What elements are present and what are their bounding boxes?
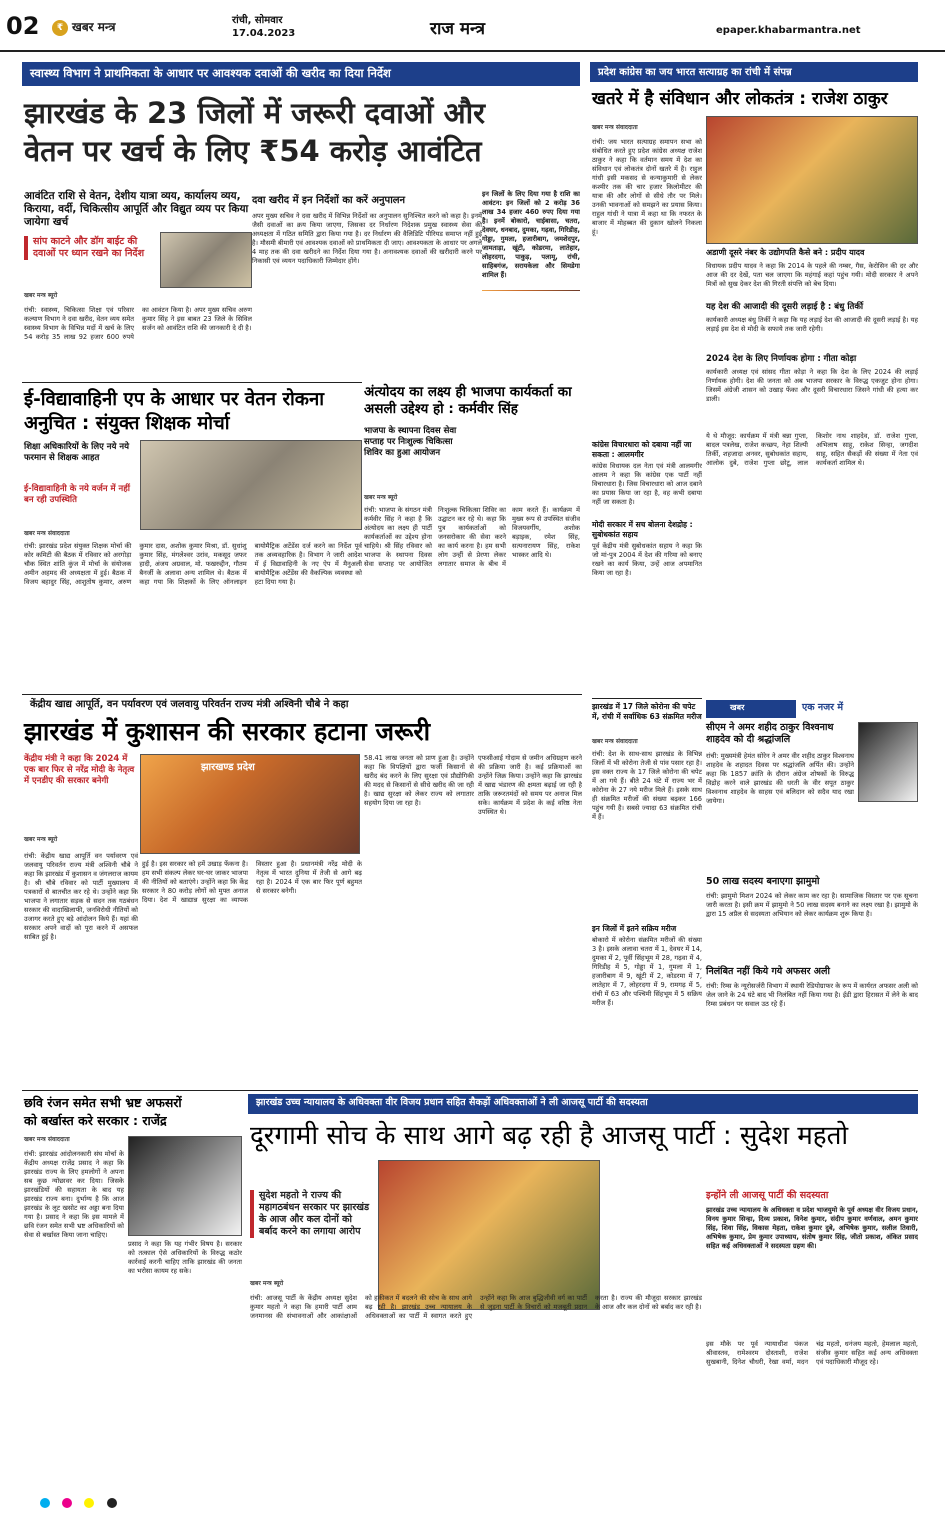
medicine-photo: [160, 232, 252, 288]
story4-col4: एफसीआई गोदाम से जमीन अधिग्रहण करने की प्रक्रिया जारी है। कई प्रक्रियाओं का उन्होंने जिक्र किया। उन्होंने कहा कि झारखंड में खाद्य भंडारण की क्षमता बढ़ाई जा रही है ताकि जरूरतमंदों को समय पर अनाज मिल सके। कार्यक्रम में प्रदेश के कई वरिष्ठ नेता उपस्थित थे।: [478, 754, 582, 816]
nazar-item1-body: रांची: मुख्यमंत्री हेमंत सोरेन ने अमर वीर शहीद ठाकुर विश्वनाथ शाहदेव के शहादत दिवस पर श्रद्धांजलि अर्पित की। उन्होंने कहा कि 1857 क्रांति के दौरान अंग्रेज शोषकों के विरुद्ध विद्रोह करने वाले झारखंड की धरती के वीर सपूत ठाकुर विश्वनाथ शाहदेव के साहस एवं बलिदान को सदैव याद रखा जायेगा।: [706, 752, 854, 805]
story3-deck: भाजपा के स्थापना दिवस सेवा सप्ताह पर निःशुल्क चिकित्सा शिविर का हुआ आयोजन: [364, 426, 457, 458]
story1-headline: [24, 94, 584, 170]
rajendra-portrait: [128, 1136, 242, 1236]
divider: [22, 694, 582, 695]
story3-body: रांची: भाजपा के संगठन मंत्री कर्मवीर सिंह ने कहा है कि अंत्योदय का लक्ष्य ही पार्टी कार्यकर्ताओं का उद्देश्य होना चाहिये। श्री सिंह रविवार को भाजपा के स्थापना दिवस सेवा सप्ताह पर आयोजित निःशुल्क चिकित्सा शिविर का उद्घाटन कर रहे थे। कहा कि पुत्र कार्यकर्ताओं को जनसरोकार की सेवा करने का कार्य करना है। हम सभी लोग उन्हीं से प्रेरणा लेकर लगातार समाज के बीच में काम करते हैं। कार्यक्रम में मुख्य रूप से उपस्थित संजीव विजयवर्गीय, अशोक बड़ाइक, रमेश सिंह, सत्यनारायण सिंह, राकेश भास्कर आदि थे।: [364, 506, 580, 568]
story5-quote1-body: कार्यकारी अध्यक्ष बंधु तिर्की ने कहा कि यह लड़ाई देश की आजादी की दूसरी लड़ाई है। यह लड़ाई इस देश से मोदी के सफाये तक जारी रहेगी।: [706, 316, 918, 333]
brand-icon: ₹: [52, 20, 68, 36]
story1-col1: रांची: स्वास्थ्य, चिकित्सा शिक्षा एवं परिवार कल्याण विभाग ने दवा खरीद, वेतन व्यय समेत स्वास्थ्य विभाग के विभिन्न मदों में खर्च के लिए 54 करोड़ 35 लाख 92 हजार 600 रुपये का आवंटन किया है। अपर मुख्य सचिव अरुण कुमार सिंह ने इस बाबत 23 जिले के सिविल सर्जन को आवंटित राशि की जानकारी दे दी है।: [24, 306, 252, 341]
story8-deck: सुदेश महतो ने राज्य की महागठबंधन सरकार पर झारखंड के आज और कल दोनों को बर्बाद करने का लगाया आरोप: [250, 1190, 372, 1238]
story2-body: रांची: झारखंड प्रदेश संयुक्त शिक्षक मोर्चा की कोर कमिटी की बैठक में रविवार को अरगोड़ा चौक स्थित शांति कुंज में मोर्चा के संयोजक अमीन अहमद की अध्यक्षता में हुई। बैठक में विजय बहादुर सिंह, आशुतोष कुमार, अरुण कुमार दास, अशोक कुमार मिश्रा, डॉ. सुधांशु कुमार सिंह, मंगलेश्वर उरांव, मकसूद जफर हादी, अंजय अग्रवाल, मो. फखरुद्दीन, गौतम बैनर्जी के अलावा अन्य शामिल थे। बैठक में कहा गया कि शिक्षकों के लिए ऑनलाइन बायोमैट्रिक अटेंडेंस दर्ज करने का निर्देश पूर्व तक अव्यवहारिक है। विभाग ने जारी आदेश में ई विद्यावाहिनी के नए ऐप में मैनुअली बायोमैट्रिक अटेंडेंस की वैकल्पिक व्यवस्था को हटा दिया गया है।: [24, 542, 362, 586]
story3-headline: अंत्योदय का लक्ष्य ही भाजपा कार्यकर्ता का असली उद्देश्य हो : कर्मवीर सिंह: [364, 384, 572, 417]
story1-subhead: दवा खरीद में इन निर्देशों का करें अनुपालन: [252, 195, 406, 206]
story6-sub-body: बोकारो में कोरोना संक्रमित मरीजों की संख्या 3 है। इसके अलावा चतरा में 1, देवघर में 14, दुमका में 2, पूर्वी सिंहभूम में 28, गढ़वा में 4, गिरिडीह में 5, गोड्डा में 1, गुमला में 1, हजारीबाग में 9, खूंटी में 2, कोडरमा में 7, लातेहार में 7, लोहरदगा में 9, रामगढ़ में 5, रांची में 63 और पश्चिमी सिंहभूम में 5 सक्रिय मरीज हैं।: [592, 936, 702, 1007]
story5-body: रांची: जय भारत सत्याग्रह समापन सभा को संबोधित करते हुए प्रदेश कांग्रेस अध्यक्ष राजेश ठाकुर ने कहा कि वर्तमान समय में देश का संविधान एवं लोकतंत्र दोनों खतरे में है। राहुल गांधी इसी मकसद से कन्याकुमारी से लेकर कश्मीर तक की चार हजार किलोमीटर की यात्रा की और लोगों से सीधे तौर पर मिले। उनकी भावनाओं को समझने का प्रयास किया। राहुल गांधी ने यात्रा में कहा था कि नफरत के बाजार में मोहब्बत की दुकान खोलने निकला हूं।: [592, 138, 702, 236]
story1-kicker: स्वास्थ्य विभाग ने प्राथमिकता के आधार पर आवश्यक दवाओं की खरीद का दिया निर्देश: [22, 62, 580, 86]
nazar-tag: खबर: [730, 703, 745, 712]
story5-quote2-body: कार्यकारी अध्यक्ष एवं सांसद गीता कोड़ा ने कहा कि देश के लिए 2024 की लड़ाई निर्णायक होगी। देश की जनता को अब भाजपा सरकार के विरुद्ध एकजुट होना होगा। जिसमें अंग्रेजी शासन को उखाड़ फेंका और दूसरी विचारधारा जिसने गांधी की हत्या कर डाली।: [706, 368, 918, 403]
issue-date: 17.04.2023: [232, 28, 296, 40]
epaper-link[interactable]: epaper.khabarmantra.net: [716, 25, 861, 36]
story4-headline: झारखंड में कुशासन की सरकार हटाना जरूरी: [24, 717, 431, 746]
story8-byline: खबर मन्त्र ब्यूरो: [250, 1280, 284, 1287]
story4-col2: हुई है। इस सरकार को हमें उखाड़ फेंकना है। हम सभी संकल्प लेकर घर-घर जाकर भाजपा की नीतियों को बताएंगे। उन्होंने कहा कि केंद्र सरकार ने 80 करोड़ लोगों को मुफ्त अनाज दिया। देश में खाद्यान्न सुरक्षा का व्यापक विस्तार हुआ है। प्रधानमंत्री नरेंद्र मोदी के नेतृत्व में भारत दुनिया में तेजी से आगे बढ़ रहा है। 2024 में एक बार फिर पूर्ण बहुमत से सरकार बनेगी।: [142, 860, 362, 904]
ajsu-joining-photo: [378, 1160, 600, 1310]
story5-caption: अडाणी दूसरे नंबर के उद्योगपति कैसे बने : प्रदीप यादव: [706, 248, 865, 257]
story1-col2: अपर मुख्य सचिव ने दवा खरीद में विभिन्न निर्देशों का अनुपालन सुनिश्चित करने को कहा है। इनमें जैसी दवाओं का क्रय किया जाएगा, जिसका दर निर्धारण निदेशक प्रमुख स्वास्थ्य सेवा की अध्यक्षता में गठित समिति द्वारा किया गया है। दर निर्धारण की वैलिडिटि पीरियड समाप्त नहीं हुई है। मौसमी बीमारी एवं आवश्यक दवाओं को प्राथमिकता दी जाए। आवश्यकता के आधार पर अगले 4 माह तक की दवा खरीदने का निर्देश दिया गया है। अनावश्यक दवाओं की खरीदारी करने पर निकासी एवं व्ययन पदाधिकारी जिम्मेदार होंगे।: [252, 212, 482, 265]
story8-body: रांची: आजसू पार्टी के केंद्रीय अध्यक्ष सुदेश कुमार महतो ने कहा कि हमारी पार्टी आम जनमानस की संभावनाओं और आकांक्षाओं को हकीकत में बदलने की सोच के साथ आगे बढ़ रही है। झारखंड उच्च न्यायालय के अधिवक्ताओं का पार्टी में स्वागत करते हुए उन्होंने कहा कि आज बुद्धिजीवी वर्ग का पार्टी से जुड़ना पार्टी के विचारों को मजबूती प्रदान करता है। राज्य की मौजूदा सरकार झारखंड के आज और कल दोनों को बर्बाद कर रही है।: [250, 1294, 702, 1320]
story5-quote2: 2024 देश के लिए निर्णायक होगा : गीता कोड़ा: [706, 354, 857, 364]
nazar-item3-headline: निलंबित नहीं किये गये अफसर अली: [706, 966, 830, 977]
story2-deck2: ई-विद्यावाहिनी के नये वर्जन में नहीं बन रही उपस्थिति: [24, 484, 130, 505]
story8-headline: दूरगामी सोच के साथ आगे बढ़ रही है आजसू पार्टी : सुदेश महतो: [250, 1121, 849, 1151]
divider: [22, 382, 362, 383]
story3-byline: खबर मन्त्र ब्यूरो: [364, 494, 398, 501]
story5-headline: खतरे में है संविधान और लोकतंत्र : राजेश ठाकुर: [592, 89, 888, 109]
story6-headline: झारखंड में 17 जिले कोरोना की चपेट में, रांची में सर्वाधिक 63 संक्रमित मरीज: [592, 702, 702, 721]
story1-byline: खबर मन्त्र ब्यूरो: [24, 292, 58, 299]
story1-deck: आवंटित राशि से वेतन, देशीय यात्रा व्यय, कार्यालय व्यय, किराया, वर्दी, चिकित्सीय आपूर्ति और विद्युत व्यय पर किया जायेगा खर्च: [24, 190, 249, 228]
page-number: 02: [6, 12, 40, 40]
story4-col1: रांची: केंद्रीय खाद्य आपूर्ति वन पर्यावरण एवं जलवायु परिवर्तन राज्य मंत्री अश्विनी चौबे ने कहा कि झारखंड में कुशासन व जंगलराज कायम है। श्री चौबे रविवार को पार्टी मुख्यालय में पत्रकारों से बातचीत कर रहे थे। उन्होंने कहा कि भाजपा ने लगातार सड़क से सदन तक गठबंधन सरकार की वादाखिलाफी, जनविरोधी नीतियों को उजागर करते हुए बड़े आंदोलन किये हैं। यहां की सरकार अपने वादों को पूरा करने में असफल साबित हुई है।: [24, 852, 138, 941]
story5-caption-body: विधायक प्रदीप यादव ने कहा कि 2014 के पहले की नम्बर, गैस, केरोसिन की दर और आज की दर देखें, पता चल जाएगा कि महंगाई कहां पहुंच गयी। मोदी सरकार ने अपने मित्रों को सुख देकर देश की गिरती संपत्ति को बेच दिया।: [706, 262, 918, 288]
story5-byline: खबर मन्त्र संवाददाता: [592, 124, 638, 131]
story7-body: रांची: झारखंड आंदोलनकारी संघ मोर्चा के केंद्रीय अध्यक्ष राजेंद्र प्रसाद ने कहा कि झारखंड राज्य के लिए हमलोगों ने अपना सब कुछ न्योछावर कर दिया। जिसके झारखंडियों की सहायता के बाद यह झारखंड राज्य बना। दुर्भाग्य है कि आज झारखंड के लूट खसोट का अड्डा बना दिया गया है। प्रसाद ने कहा कि इस मामले में छवि रंजन समेत सभी भ्रष्ट अधिकारियों को सेवा से बर्खास्त किया जाना चाहिए।: [24, 1150, 124, 1239]
headline-line: वेतन पर खर्च के लिए ₹54 करोड़ आवंटित: [24, 134, 482, 168]
story1-quote: सांप काटने और डॉग बाईट की दवाओं पर ध्यान रखने का निर्देश: [24, 236, 154, 260]
story4-byline: खबर मन्त्र ब्यूरो: [24, 836, 58, 843]
story4-kicker: केंद्रीय खाद्य आपूर्ति, वन पर्यावरण एवं जलवायु परिवर्तन राज्य मंत्री अश्विनी चौबे ने कहा: [30, 699, 349, 710]
nazar-title: एक नजर में: [796, 700, 918, 718]
location-day: रांची, सोमवार: [232, 15, 283, 26]
story2-headline: ई-विद्यावाहिनी एप के आधार पर वेतन रोकना अनुचित : संयुक्त शिक्षक मोर्चा: [24, 389, 325, 434]
magenta-dot: [62, 1498, 72, 1508]
story5-sub2-body: पूर्व केंद्रीय मंत्री सुबोधकांत सहाय ने कहा कि जो मां-पुत्र 2004 में देश की गरिमा को बनाए रखने का कार्य किया, उन्हें आज अपमानित किया जा रहा है।: [592, 542, 702, 577]
headline-line: को बर्खास्त करे सरकार : राजेंद्र: [24, 1113, 167, 1128]
story5-sub1: कांग्रेस विचारधारा को दबाया नहीं जा सकता : आलमगीर: [592, 440, 692, 459]
section-title: राज मन्त्र: [430, 19, 485, 39]
story5-attendees: ये थे मौजूद: कार्यक्रम में मंत्री बन्ना गुप्ता, बादल पत्रलेख, राजेश कच्छप, नेहा शिल्पी तिर्की, शहजादा अनवर, सुबोधकांत सहाय, आलोक दुबे, राजेश गुप्ता छोटू, लाल किशोर नाथ शाहदेव, डॉ. राजेश गुप्ता, अभिलाष साहू, राकेश सिन्हा, जगदीश साहू, सहित सैकड़ों की संख्या में नेता एवं कार्यकर्ता शामिल थे।: [706, 432, 918, 467]
story7-byline: खबर मन्त्र संवाददाता: [24, 1136, 70, 1143]
headline-line: छवि रंजन समेत सभी भ्रष्ट अफसरों: [24, 1095, 182, 1110]
story8-kicker: झारखंड उच्च न्यायालय के अधिवक्ता वीर विजय प्रधान सहित सैकड़ों अधिवक्ताओं ने ली आजसू पार्टी की सदस्यता: [248, 1094, 918, 1114]
story6-sub: इन जिलों में इतने सक्रिय मरीज: [592, 924, 677, 933]
black-dot: [107, 1498, 117, 1508]
headline-line: झारखंड के 23 जिलों में जरूरी दवाओं और: [24, 96, 486, 130]
teachers-meeting-photo: [140, 440, 362, 530]
nazar-item1-headline: सीएम ने अमर शहीद ठाकुर विश्वनाथ शाहदेव को दी श्रद्धांजलि: [706, 722, 834, 745]
cm-portrait: [858, 722, 918, 802]
masthead: [0, 0, 945, 52]
cyan-dot: [40, 1498, 50, 1508]
dateline: [232, 14, 295, 40]
photo-banner-text: झारखण्ड प्रदेश: [201, 762, 255, 773]
story5-sub2: मोदी सरकार में सच बोलना देशद्रोह : सुबोधकांत सहाय: [592, 520, 693, 539]
story7-headline: [24, 1094, 242, 1130]
story7-body2: प्रसाद ने कहा कि यह गंभीर विषय है। सरकार को तत्काल ऐसे अधिकारियों के विरुद्ध कठोर कार्रवाई करनी चाहिए ताकि झारखंड की जनता का भरोसा कायम रह सके।: [128, 1240, 242, 1275]
story5-sub1-body: कांग्रेस विधायक दल नेता एवं मंत्री आलमगीर आलम ने कहा कि कांग्रेस एक पार्टी नहीं विचारधारा है। जिस विचारधारा को आज दबाने का प्रयास किया जा रहा है, वह कभी दबाया नहीं जा सकता है।: [592, 462, 702, 506]
story6-byline: खबर मन्त्र संवाददाता: [592, 738, 638, 745]
print-registration-marks: [40, 1498, 900, 1511]
nazar-banner: [706, 700, 918, 718]
brand-logo: [52, 18, 115, 36]
rally-photo: [706, 116, 918, 244]
brand-name: खबर मन्त्र: [72, 20, 116, 34]
story1-col3: इन जिलों के लिए दिया गया है राशि का आवंटन: इन जिलों को 2 करोड़ 36 लाख 34 हजार 460 रुपए दिया गया है। इनमें बोकारो, चाईबासा, चतरा, देवघर, धनबाद, दुमका, गढ़वा, गिरिडीह, गोड्डा, गुमला, हजारीबाग, जमशेदपुर, जामताड़ा, खूंटी, कोडरमा, लातेहार, लोहरदगा, पाकुड़, पलामू, रांची, साहिबगंज, सरायकेला और सिमडेगा शामिल हैं।: [482, 190, 580, 279]
yellow-dot: [84, 1498, 94, 1508]
story8-side-body2: इस मौके पर पूर्व न्यायाधीश पंकज श्रीवास्तव, रामेश्वरम दोस्ताशी, राजेश सुखबानी, दिनेश चौधरी, रेखा वर्मा, मदन चंद्र महतो, धनंजय महतो, हेमलाल महतो, संजीव कुमार सहित कई अन्य अधिवक्ता एवं पदाधिकारी मौजूद रहे।: [706, 1340, 918, 1366]
divider: [592, 698, 702, 699]
divider: [482, 290, 580, 291]
story8-side-headline: इन्होंने ली आजसू पार्टी की सदस्यता: [706, 1190, 829, 1201]
divider: [22, 1090, 918, 1091]
story5-quote1: यह देश की आजादी की दूसरी लड़ाई है : बंधु तिर्की: [706, 302, 864, 312]
story8-side-body: झारखंड उच्च न्यायालय के अधिवक्ता व प्रदेश भाजयुमो के पूर्व अध्यक्ष वीर विजय प्रधान, विनय कुमार सिन्हा, दिव्य प्रकाश, विनेश कुमार, संदीप कुमार वर्णवाल, अमन कुमार सिंह, शिवा सिंह, विकास मेहता, राकेश कुमार दुबे, अभिषेक कुमार, सलील तिवारी, अभिषेक कुमार, प्रेम कुमार उपाध्याय, संतोष कुमार सिंह, जीतो प्रकाश, अंकित प्रसाद सहित कई अधिवक्ताओं ने सदस्यता ग्रहण की।: [706, 1206, 918, 1250]
nazar-item2-headline: 50 लाख सदस्य बनाएगा झामुमो: [706, 876, 820, 887]
minister-press-photo: [140, 754, 360, 854]
story6-body: रांची: देश के साथ-साथ झारखंड के विभिन्न जिलों में भी कोरोना तेजी से पांव पसार रहा है। इस वक्त राज्य के 17 जिले कोरोना की चपेट में आ गये हैं। बीते 24 घंटे में राज्य भर में कोरोना के 27 नये मरीज मिले हैं। इसके साथ ही संक्रमित मरीजों की संख्या बढ़कर 166 पहुंच गयी है। सबसे ज्यादा 63 संक्रमित रांची में हैं।: [592, 750, 702, 821]
story2-byline: खबर मन्त्र संवाददाता: [24, 530, 70, 537]
nazar-item2-body: रांची: झामुमो मिशन 2024 को लेकर काम कर रहा है। सामाजिक विस्तार पर एक सूचना जारी करता है। इसी क्रम में झामुमो ने 50 लाख सदस्य बनाने का लक्ष्य रखा है। झामुमो के द्वारा 15 अप्रैल से सदस्यता अभियान को लेकर कार्यक्रम शुरू किया है।: [706, 892, 918, 918]
story4-col3: 58.41 लाख जनता को प्राण हुआ है। उन्होंने कहा कि विपक्षियों द्वारा फर्जी किसानों से खरीद बंद करने के लिए सुरक्षा एवं प्रौद्योगिकी की मदद से किसानों से सीधे खरीद की जा रही है। खाद्य सुरक्षा को लेकर राज्य को लगातार सहयोग दिया जा रहा है।: [364, 754, 474, 807]
story2-deck1: शिक्षा अधिकारियों के लिए नये नये फरमान से शिक्षक आहत: [24, 442, 130, 463]
story5-kicker: प्रदेश कांग्रेस का जय भारत सत्याग्रह का रांची में संपन्न: [590, 62, 918, 82]
story4-deck: केंद्रीय मंत्री ने कहा कि 2024 में एक बार फिर से नरेंद्र मोदी के नेतृत्व में एनडीए की सरकार बनेगी: [24, 754, 135, 786]
nazar-item3-body: रांची: रिम्स के न्यूरोसर्जरी विभाग में स्थायी रेडियोग्राफर के रूप में कार्यरत अफसर अली को जेल जाने के 24 घंटे बाद भी निलंबित नहीं किया गया है। ईडी द्वारा हिरासत में लेने के बाद रिम्स प्रबंधन पर सवाल उठ रहे हैं।: [706, 982, 918, 1008]
